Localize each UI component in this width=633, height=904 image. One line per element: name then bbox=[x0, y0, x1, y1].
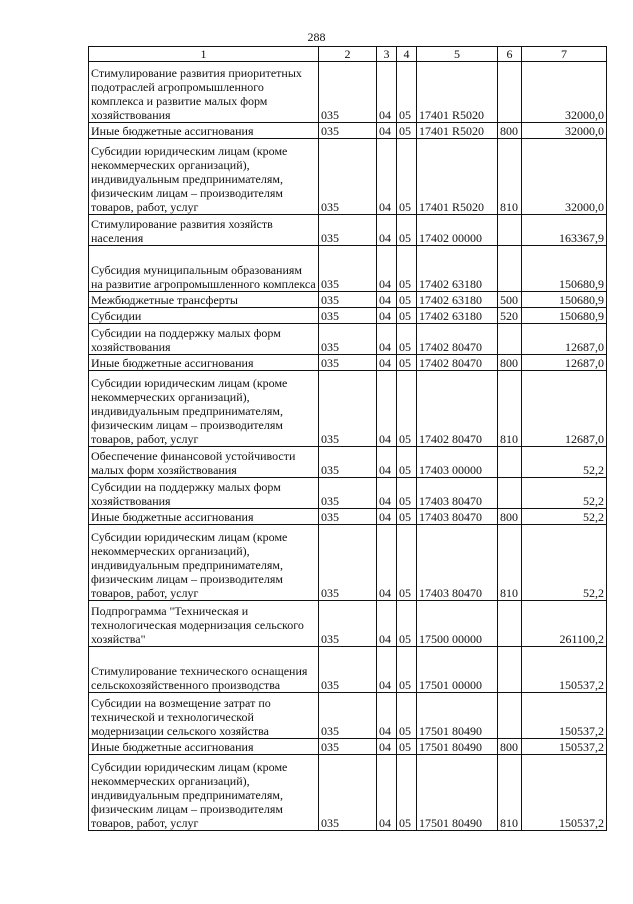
amount: 52,2 bbox=[522, 447, 607, 478]
subsection-code: 05 bbox=[397, 371, 417, 447]
amount: 52,2 bbox=[522, 478, 607, 509]
expense-type-code: 800 bbox=[498, 355, 522, 371]
admin-code: 035 bbox=[319, 509, 377, 525]
subsection-code: 05 bbox=[397, 601, 417, 647]
section-code: 04 bbox=[377, 123, 397, 139]
expense-type-code: 810 bbox=[498, 755, 522, 831]
admin-code: 035 bbox=[319, 123, 377, 139]
row-name: Стимулирование технического оснащения сельскохозяйственного производства bbox=[89, 647, 319, 693]
table-header-row bbox=[89, 47, 607, 62]
target-article-code: 17401 R5020 bbox=[417, 123, 498, 139]
admin-code: 035 bbox=[319, 139, 377, 215]
expense-type-code: 520 bbox=[498, 308, 522, 324]
section-code: 04 bbox=[377, 478, 397, 509]
section-code: 04 bbox=[377, 693, 397, 739]
section-code: 04 bbox=[377, 509, 397, 525]
subsection-code: 05 bbox=[397, 308, 417, 324]
section-code: 04 bbox=[377, 755, 397, 831]
table-row bbox=[89, 139, 607, 215]
amount: 52,2 bbox=[522, 509, 607, 525]
amount: 32000,0 bbox=[522, 139, 607, 215]
expense-type-code: 800 bbox=[498, 509, 522, 525]
amount: 150537,2 bbox=[522, 755, 607, 831]
row-name: Стимулирование развития хозяйств населения bbox=[89, 215, 319, 246]
table-row bbox=[89, 123, 607, 139]
section-code: 04 bbox=[377, 308, 397, 324]
subsection-code: 05 bbox=[397, 525, 417, 601]
subsection-code: 05 bbox=[397, 62, 417, 123]
row-name: Иные бюджетные ассигнования bbox=[89, 509, 319, 525]
section-code: 04 bbox=[377, 525, 397, 601]
table-row bbox=[89, 215, 607, 246]
admin-code: 035 bbox=[319, 693, 377, 739]
row-name: Субсидии bbox=[89, 308, 319, 324]
target-article-code: 17403 80470 bbox=[417, 525, 498, 601]
amount: 12687,0 bbox=[522, 324, 607, 355]
section-code: 04 bbox=[377, 647, 397, 693]
admin-code: 035 bbox=[319, 246, 377, 292]
amount: 150680,9 bbox=[522, 308, 607, 324]
target-article-code: 17501 00000 bbox=[417, 647, 498, 693]
admin-code: 035 bbox=[319, 324, 377, 355]
admin-code: 035 bbox=[319, 215, 377, 246]
row-name: Субсидии на поддержку малых форм хозяйствования bbox=[89, 324, 319, 355]
expense-type-code bbox=[498, 647, 522, 693]
section-code: 04 bbox=[377, 355, 397, 371]
column-header: 6 bbox=[498, 47, 522, 62]
expense-type-code bbox=[498, 601, 522, 647]
row-name: Субсидии юридическим лицам (кроме некоммерческих организаций), индивидуальным предпринимателям, физическим лицам – производителям товаров, работ, услуг bbox=[89, 755, 319, 831]
amount: 32000,0 bbox=[522, 123, 607, 139]
target-article-code: 17500 00000 bbox=[417, 601, 498, 647]
row-name: Субсидии юридическим лицам (кроме некоммерческих организаций), индивидуальным предпринимателям, физическим лицам – производителям товаров, работ, услуг bbox=[89, 371, 319, 447]
expense-type-code: 800 bbox=[498, 123, 522, 139]
subsection-code: 05 bbox=[397, 292, 417, 308]
subsection-code: 05 bbox=[397, 478, 417, 509]
expense-type-code: 800 bbox=[498, 739, 522, 755]
admin-code: 035 bbox=[319, 478, 377, 509]
amount: 52,2 bbox=[522, 525, 607, 601]
column-header: 2 bbox=[319, 47, 377, 62]
row-name: Иные бюджетные ассигнования bbox=[89, 355, 319, 371]
admin-code: 035 bbox=[319, 62, 377, 123]
amount: 150537,2 bbox=[522, 739, 607, 755]
table-row bbox=[89, 601, 607, 647]
expense-type-code bbox=[498, 215, 522, 246]
amount: 12687,0 bbox=[522, 371, 607, 447]
subsection-code: 05 bbox=[397, 139, 417, 215]
page-number: 288 bbox=[307, 30, 326, 44]
table-row bbox=[89, 324, 607, 355]
section-code: 04 bbox=[377, 246, 397, 292]
table-row bbox=[89, 308, 607, 324]
subsection-code: 05 bbox=[397, 324, 417, 355]
expense-type-code: 810 bbox=[498, 371, 522, 447]
amount: 150537,2 bbox=[522, 693, 607, 739]
table-row bbox=[89, 509, 607, 525]
target-article-code: 17403 80470 bbox=[417, 478, 498, 509]
row-name: Субсидии юридическим лицам (кроме некоммерческих организаций), индивидуальным предпринимателям, физическим лицам – производителям товаров, работ, услуг bbox=[89, 139, 319, 215]
row-name: Межбюджетные трансферты bbox=[89, 292, 319, 308]
subsection-code: 05 bbox=[397, 355, 417, 371]
expense-type-code bbox=[498, 447, 522, 478]
subsection-code: 05 bbox=[397, 509, 417, 525]
admin-code: 035 bbox=[319, 355, 377, 371]
amount: 150680,9 bbox=[522, 246, 607, 292]
section-code: 04 bbox=[377, 601, 397, 647]
subsection-code: 05 bbox=[397, 123, 417, 139]
table-row bbox=[89, 447, 607, 478]
subsection-code: 05 bbox=[397, 215, 417, 246]
amount: 150680,9 bbox=[522, 292, 607, 308]
target-article-code: 17402 63180 bbox=[417, 292, 498, 308]
amount: 163367,9 bbox=[522, 215, 607, 246]
target-article-code: 17402 00000 bbox=[417, 215, 498, 246]
row-name: Иные бюджетные ассигнования bbox=[89, 739, 319, 755]
expense-type-code bbox=[498, 693, 522, 739]
subsection-code: 05 bbox=[397, 693, 417, 739]
amount: 12687,0 bbox=[522, 355, 607, 371]
column-header: 5 bbox=[417, 47, 498, 62]
row-name: Иные бюджетные ассигнования bbox=[89, 123, 319, 139]
row-name: Субсидии на поддержку малых форм хозяйствования bbox=[89, 478, 319, 509]
column-header: 4 bbox=[397, 47, 417, 62]
row-name: Обеспечение финансовой устойчивости малых форм хозяйствования bbox=[89, 447, 319, 478]
target-article-code: 17501 80490 bbox=[417, 693, 498, 739]
expense-type-code: 500 bbox=[498, 292, 522, 308]
admin-code: 035 bbox=[319, 601, 377, 647]
target-article-code: 17402 80470 bbox=[417, 371, 498, 447]
admin-code: 035 bbox=[319, 292, 377, 308]
expense-type-code: 810 bbox=[498, 139, 522, 215]
table-row bbox=[89, 739, 607, 755]
amount: 261100,2 bbox=[522, 601, 607, 647]
target-article-code: 17403 00000 bbox=[417, 447, 498, 478]
section-code: 04 bbox=[377, 739, 397, 755]
row-name: Подпрограмма "Техническая и технологическая модернизация сельского хозяйства" bbox=[89, 601, 319, 647]
table-row bbox=[89, 647, 607, 693]
target-article-code: 17401 R5020 bbox=[417, 62, 498, 123]
section-code: 04 bbox=[377, 62, 397, 123]
admin-code: 035 bbox=[319, 755, 377, 831]
admin-code: 035 bbox=[319, 739, 377, 755]
admin-code: 035 bbox=[319, 371, 377, 447]
amount: 150537,2 bbox=[522, 647, 607, 693]
table-row bbox=[89, 355, 607, 371]
expense-type-code: 810 bbox=[498, 525, 522, 601]
section-code: 04 bbox=[377, 371, 397, 447]
section-code: 04 bbox=[377, 324, 397, 355]
admin-code: 035 bbox=[319, 525, 377, 601]
target-article-code: 17403 80470 bbox=[417, 509, 498, 525]
row-name: Субсидии на возмещение затрат по технической и технологической модернизации сельского хозяйства bbox=[89, 693, 319, 739]
table-row bbox=[89, 292, 607, 308]
subsection-code: 05 bbox=[397, 246, 417, 292]
target-article-code: 17401 R5020 bbox=[417, 139, 498, 215]
admin-code: 035 bbox=[319, 647, 377, 693]
subsection-code: 05 bbox=[397, 647, 417, 693]
table-row bbox=[89, 478, 607, 509]
target-article-code: 17402 63180 bbox=[417, 308, 498, 324]
table-row bbox=[89, 371, 607, 447]
section-code: 04 bbox=[377, 215, 397, 246]
table-row bbox=[89, 693, 607, 739]
target-article-code: 17402 80470 bbox=[417, 324, 498, 355]
column-header: 7 bbox=[522, 47, 607, 62]
budget-table bbox=[88, 46, 607, 831]
expense-type-code bbox=[498, 478, 522, 509]
subsection-code: 05 bbox=[397, 447, 417, 478]
table-row bbox=[89, 62, 607, 123]
column-header: 3 bbox=[377, 47, 397, 62]
row-name: Стимулирование развития приоритетных подотраслей агропромышленного комплекса и развитие малых форм хозяйствования bbox=[89, 62, 319, 123]
expense-type-code bbox=[498, 62, 522, 123]
section-code: 04 bbox=[377, 139, 397, 215]
target-article-code: 17402 80470 bbox=[417, 355, 498, 371]
table-row bbox=[89, 755, 607, 831]
table-row bbox=[89, 525, 607, 601]
section-code: 04 bbox=[377, 447, 397, 478]
admin-code: 035 bbox=[319, 447, 377, 478]
target-article-code: 17501 80490 bbox=[417, 739, 498, 755]
table-row bbox=[89, 246, 607, 292]
row-name: Субсидии юридическим лицам (кроме некоммерческих организаций), индивидуальным предпринимателям, физическим лицам – производителям товаров, работ, услуг bbox=[89, 525, 319, 601]
column-header: 1 bbox=[89, 47, 319, 62]
row-name: Субсидия муниципальным образованиям на развитие агропромышленного комплекса bbox=[89, 246, 319, 292]
subsection-code: 05 bbox=[397, 739, 417, 755]
target-article-code: 17501 80490 bbox=[417, 755, 498, 831]
expense-type-code bbox=[498, 324, 522, 355]
amount: 32000,0 bbox=[522, 62, 607, 123]
admin-code: 035 bbox=[319, 308, 377, 324]
section-code: 04 bbox=[377, 292, 397, 308]
subsection-code: 05 bbox=[397, 755, 417, 831]
expense-type-code bbox=[498, 246, 522, 292]
target-article-code: 17402 63180 bbox=[417, 246, 498, 292]
